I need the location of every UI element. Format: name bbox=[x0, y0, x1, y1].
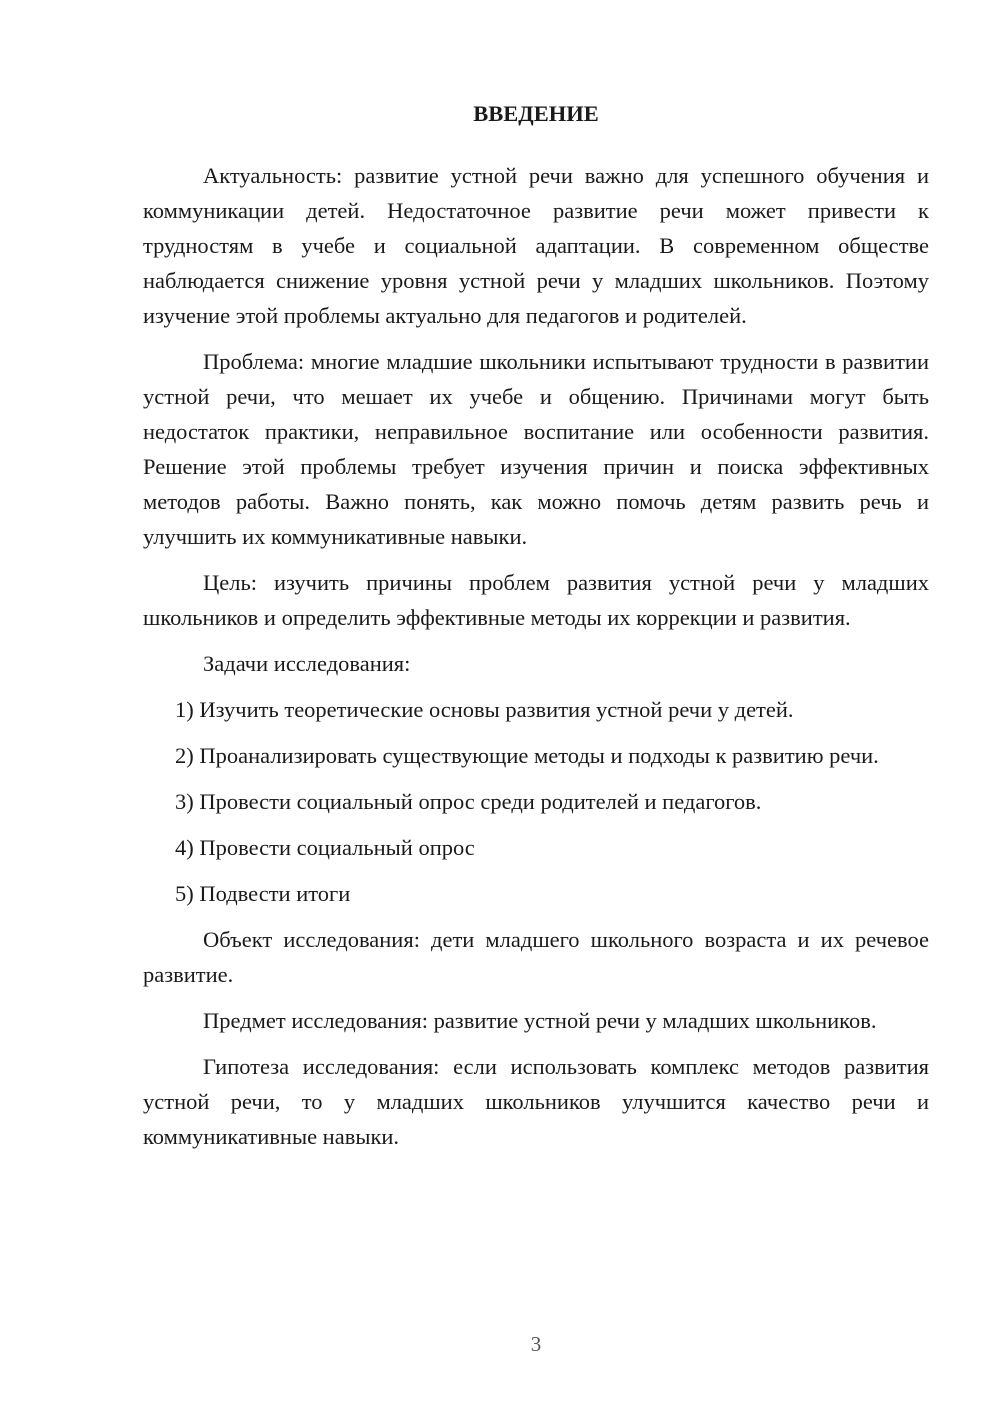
task-item-5: 5) Подвести итоги bbox=[175, 881, 351, 906]
task-item-2: 2) Проанализировать существующие методы и подходы к развитию речи. bbox=[175, 743, 879, 768]
paragraph-subject: Предмет исследования: развитие устной речи у младших школьников. bbox=[203, 1008, 877, 1033]
task-item-3: 3) Провести социальный опрос среди родителей и педагогов. bbox=[175, 789, 762, 814]
page-content bbox=[143, 96, 929, 1165]
paragraph-tasks-heading: Задачи исследования: bbox=[203, 651, 411, 676]
task-item-4: 4) Провести социальный опрос bbox=[175, 835, 475, 860]
section-title: ВВЕДЕНИЕ bbox=[473, 101, 599, 126]
paragraph-goal: Цель: изучить причины проблем развития устной речи у младших школьников и определить эффективные методы их коррекции и развития. bbox=[143, 570, 929, 630]
paragraph-hypothesis: Гипотеза исследования: если использовать комплекс методов развития устной речи, то у младших школьников улучшится качество речи и коммуникативные навыки. bbox=[143, 1054, 929, 1149]
paragraph-problem: Проблема: многие младшие школьники испытывают трудности в развитии устной речи, что мешает их учебе и общению. Причинами могут быть недостаток практики, неправильное воспитание или особенности развития. Решение этой проблемы требует изучения причин и поиска эффективных методов работы. Важно понять, как можно помочь детям развить речь и улучшить их коммуникативные навыки. bbox=[143, 349, 929, 549]
task-item-1: 1) Изучить теоретические основы развития устной речи у детей. bbox=[175, 697, 794, 722]
page-number: 3 bbox=[530, 1332, 542, 1356]
paragraph-object: Объект исследования: дети младшего школьного возраста и их речевое развитие. bbox=[143, 927, 929, 987]
paragraph-relevance: Актуальность: развитие устной речи важно для успешного обучения и коммуникации детей. Недостаточное развитие речи может привести к трудностям в учебе и социальной адаптации. В современном обществе наблюдается снижение уровня устной речи у младших школьников. Поэтому изучение этой проблемы актуально для педагогов и родителей. bbox=[143, 163, 929, 328]
